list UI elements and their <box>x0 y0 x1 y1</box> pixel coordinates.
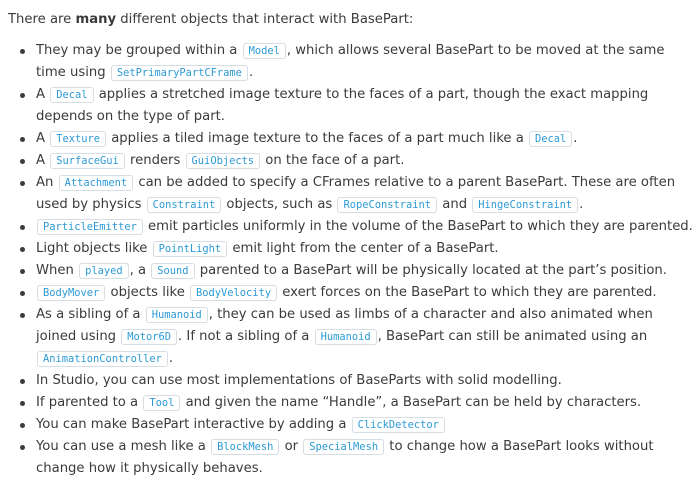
list-item <box>36 436 699 480</box>
api-reference-link[interactable]: HingeConstraint <box>472 197 578 213</box>
api-reference-link[interactable]: SpecialMesh <box>303 439 384 455</box>
api-reference-link[interactable]: Tool <box>143 395 180 411</box>
api-reference-link[interactable]: BodyMover <box>37 285 105 301</box>
list-item-text: A <box>36 131 50 146</box>
api-reference-link[interactable]: RopeConstraint <box>337 197 437 213</box>
list-item <box>36 84 699 128</box>
api-reference-link[interactable]: Decal <box>529 131 572 147</box>
api-reference-link[interactable]: SetPrimaryPartCFrame <box>111 65 248 81</box>
list-item-text: applies a stretched image texture to the faces of a part, though the exact mapping depends on the type of part. <box>36 87 649 124</box>
list-item <box>36 216 699 238</box>
list-item-text: . <box>579 197 584 212</box>
list-item-text: , a <box>129 263 151 278</box>
api-reference-link[interactable]: Humanoid <box>315 329 377 345</box>
api-reference-link[interactable]: Texture <box>50 131 106 147</box>
list-item <box>36 414 699 436</box>
list-item-text: . <box>573 131 578 146</box>
list-item <box>36 392 699 414</box>
list-item-text: When <box>36 263 79 278</box>
list-item <box>36 238 699 260</box>
api-reference-link[interactable]: Model <box>243 43 286 59</box>
intro-paragraph <box>8 9 699 31</box>
api-reference-link[interactable]: played <box>79 263 129 279</box>
api-reference-link[interactable]: Attachment <box>59 175 134 191</box>
list-item-text: , BasePart can still be animated using an <box>377 329 648 344</box>
list-item-text: . <box>168 351 174 366</box>
api-reference-link[interactable]: Decal <box>50 87 93 103</box>
api-reference-link[interactable]: AnimationController <box>37 351 168 367</box>
api-reference-link[interactable]: BodyVelocity <box>190 285 277 301</box>
list-item-text: You can use a mesh like a <box>36 439 211 454</box>
list-item-text: objects, such as <box>222 197 337 212</box>
intro-emphasis: many <box>75 12 117 27</box>
intro-text-pre: There are <box>8 12 76 27</box>
api-reference-link[interactable]: Constraint <box>147 197 222 213</box>
list-item-text: An <box>36 175 58 190</box>
list-item-text: applies a tiled image texture to the faces of a part much like a <box>107 131 528 146</box>
api-reference-link[interactable]: SurfaceGui <box>50 153 125 169</box>
list-item-text: . If not a sibling of a <box>178 329 314 344</box>
list-item <box>36 260 699 282</box>
list-item-text: Light objects like <box>36 241 152 256</box>
api-reference-link[interactable]: Sound <box>151 263 194 279</box>
list-item-text: can be added to specify a CFrames relative to a parent BasePart. These are often used by physics <box>36 175 676 212</box>
list-item-text: or <box>280 439 303 454</box>
list-item-text: You can make BasePart interactive by adding a <box>36 417 351 432</box>
list-item-text: parented to a BasePart will be physically located at the part’s position. <box>195 263 667 278</box>
list-item <box>36 282 699 304</box>
list-item-text: A <box>36 87 50 102</box>
list-item-text: , they can be used as limbs of a character and also animated when joined using <box>36 307 653 344</box>
list-item-text: As a sibling of a <box>36 307 145 322</box>
api-reference-link[interactable]: BlockMesh <box>211 439 279 455</box>
list-item-text: on the face of a part. <box>261 153 405 168</box>
list-item-text: A <box>36 153 50 168</box>
intro-text-post: different objects that interact with BasePart: <box>116 12 414 27</box>
list-item-text: If parented to a <box>36 395 143 410</box>
list-item-text: renders <box>125 153 185 168</box>
list-item-text: and given the name “Handle”, a BasePart can be held by characters. <box>181 395 642 410</box>
api-reference-link[interactable]: PointLight <box>153 241 228 257</box>
list-item <box>36 150 699 172</box>
list-item <box>36 40 699 84</box>
api-reference-link[interactable]: GuiObjects <box>186 153 261 169</box>
list-item-text: and <box>438 197 472 212</box>
list-item-text: emit particles uniformly in the volume of the BasePart to which they are parented. <box>143 219 693 234</box>
object-list <box>8 40 699 480</box>
list-item <box>36 128 699 150</box>
list-item <box>36 304 699 370</box>
list-item-text: They may be grouped within a <box>36 43 242 58</box>
list-item-text: to change how a BasePart looks without change how it physically behaves. <box>36 439 654 476</box>
list-item-text: . <box>248 65 254 80</box>
list-item-text: emit light from the center of a BasePart. <box>228 241 499 256</box>
list-item-text: objects like <box>106 285 190 300</box>
list-item-text: , which allows several BasePart to be moved at the same time using <box>36 43 665 80</box>
api-reference-link[interactable]: ClickDetector <box>352 417 445 433</box>
api-reference-link[interactable]: ParticleEmitter <box>37 219 143 235</box>
list-item <box>36 172 699 216</box>
api-reference-link[interactable]: Humanoid <box>146 307 208 323</box>
list-item-text: In Studio, you can use most implementations of BaseParts with solid modelling. <box>36 373 562 388</box>
api-reference-link[interactable]: Motor6D <box>121 329 177 345</box>
list-item-text: exert forces on the BasePart to which they are parented. <box>278 285 657 300</box>
list-item <box>36 370 699 392</box>
